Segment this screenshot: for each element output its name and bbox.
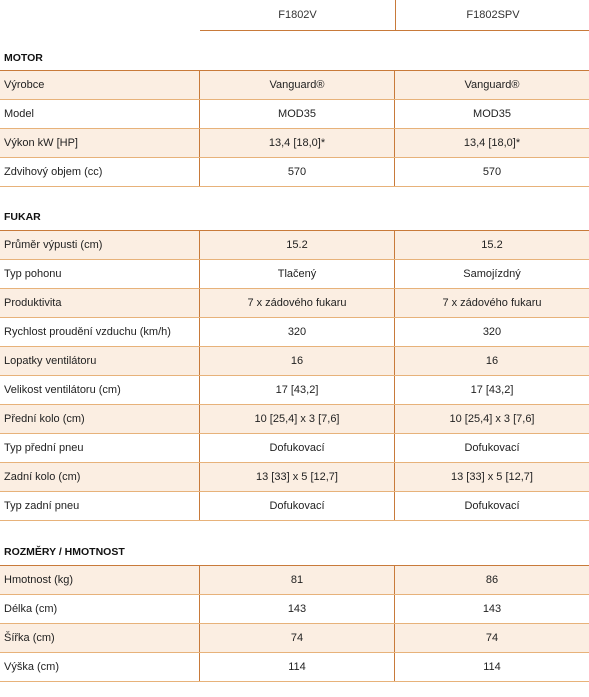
section-title-motor: MOTOR: [4, 52, 43, 64]
section-table-rozmery-hmotnost: [0, 565, 589, 682]
table-row: [0, 595, 589, 624]
row-label: Délka (cm): [0, 595, 200, 623]
row-label: Typ pohonu: [0, 260, 200, 288]
row-value-f1802v: 114: [200, 653, 395, 681]
row-label: Velikost ventilátoru (cm): [0, 376, 200, 404]
row-value-f1802v: 81: [200, 566, 395, 594]
table-row: [0, 100, 589, 129]
row-label: Výška (cm): [0, 653, 200, 681]
row-value-f1802v: 13 [33] x 5 [12,7]: [200, 463, 395, 491]
row-value-f1802v: 15.2: [200, 231, 395, 259]
column-header-f1802spv: F1802SPV: [395, 0, 589, 31]
row-value-f1802spv: 114: [483, 661, 501, 673]
table-row: [0, 376, 589, 405]
row-label: Výrobce: [0, 71, 200, 99]
row-value-f1802v: Dofukovací: [200, 434, 395, 462]
section-title-fukar: FUKAR: [4, 211, 41, 223]
row-value-f1802spv: 143: [482, 603, 502, 615]
row-value-f1802v: 10 [25,4] x 3 [7,6]: [200, 405, 395, 433]
row-label: Model: [0, 100, 200, 128]
table-row: [0, 566, 589, 595]
table-row: [0, 158, 589, 187]
section-table-motor: [0, 70, 589, 187]
table-row: [0, 434, 589, 463]
table-row: [0, 405, 589, 434]
row-value-f1802spv: Samojízdný: [463, 268, 521, 280]
column-header-f1802v: F1802V: [200, 0, 395, 31]
row-value-f1802v: Dofukovací: [200, 492, 395, 520]
row-label: Typ přední pneu: [0, 434, 200, 462]
section-table-fukar: [0, 230, 589, 521]
row-value-f1802v: 17 [43,2]: [200, 376, 395, 404]
table-row: [0, 318, 589, 347]
row-label: Průměr výpusti (cm): [0, 231, 200, 259]
row-value-f1802spv: 74: [485, 632, 499, 644]
row-value-f1802v: 320: [200, 318, 395, 346]
row-value-f1802v: Tlačený: [200, 260, 395, 288]
row-label: Zdvihový objem (cc): [0, 158, 200, 186]
row-value-f1802v: 74: [200, 624, 395, 652]
table-row: [0, 260, 589, 289]
table-row: [0, 71, 589, 100]
row-value-f1802spv: 320: [482, 326, 502, 338]
row-value-f1802v: 143: [200, 595, 395, 623]
row-label: Hmotnost (kg): [0, 566, 200, 594]
row-value-f1802spv: 16: [485, 355, 499, 367]
row-value-f1802spv: 10 [25,4] x 3 [7,6]: [449, 413, 535, 425]
row-value-f1802v: 570: [200, 158, 395, 186]
row-value-f1802spv: 13 [33] x 5 [12,7]: [451, 471, 533, 483]
row-label: Výkon kW [HP]: [0, 129, 200, 157]
row-value-f1802spv: MOD35: [473, 108, 511, 120]
row-value-f1802spv: Vanguard®: [464, 79, 520, 91]
table-row: [0, 347, 589, 376]
table-row: [0, 463, 589, 492]
row-label: Přední kolo (cm): [0, 405, 200, 433]
row-value-f1802v: MOD35: [200, 100, 395, 128]
table-row: [0, 492, 589, 521]
row-value-f1802spv: Dofukovací: [464, 500, 520, 512]
row-value-f1802v: 16: [200, 347, 395, 375]
row-label: Lopatky ventilátoru: [0, 347, 200, 375]
row-value-f1802v: 7 x zádového fukaru: [200, 289, 395, 317]
table-row: [0, 231, 589, 260]
row-label: Rychlost proudění vzduchu (km/h): [0, 318, 200, 346]
row-value-f1802spv: 86: [485, 574, 499, 586]
row-value-f1802v: 13,4 [18,0]*: [200, 129, 395, 157]
table-row: [0, 129, 589, 158]
row-value-f1802spv: 15.2: [481, 239, 503, 251]
table-row: [0, 624, 589, 653]
section-title-rozmery-hmotnost: ROZMĚRY / HMOTNOST: [4, 546, 125, 558]
row-label: Zadní kolo (cm): [0, 463, 200, 491]
row-label: Typ zadní pneu: [0, 492, 200, 520]
row-label: Šířka (cm): [0, 624, 200, 652]
row-value-f1802spv: Dofukovací: [464, 442, 520, 454]
row-value-f1802spv: 13,4 [18,0]*: [463, 137, 521, 149]
row-value-f1802v: Vanguard®: [200, 71, 395, 99]
row-label: Produktivita: [0, 289, 200, 317]
row-value-f1802spv: 7 x zádového fukaru: [442, 297, 542, 309]
table-row: [0, 653, 589, 682]
row-value-f1802spv: 17 [43,2]: [470, 384, 514, 396]
table-row: [0, 289, 589, 318]
row-value-f1802spv: 570: [482, 166, 502, 178]
